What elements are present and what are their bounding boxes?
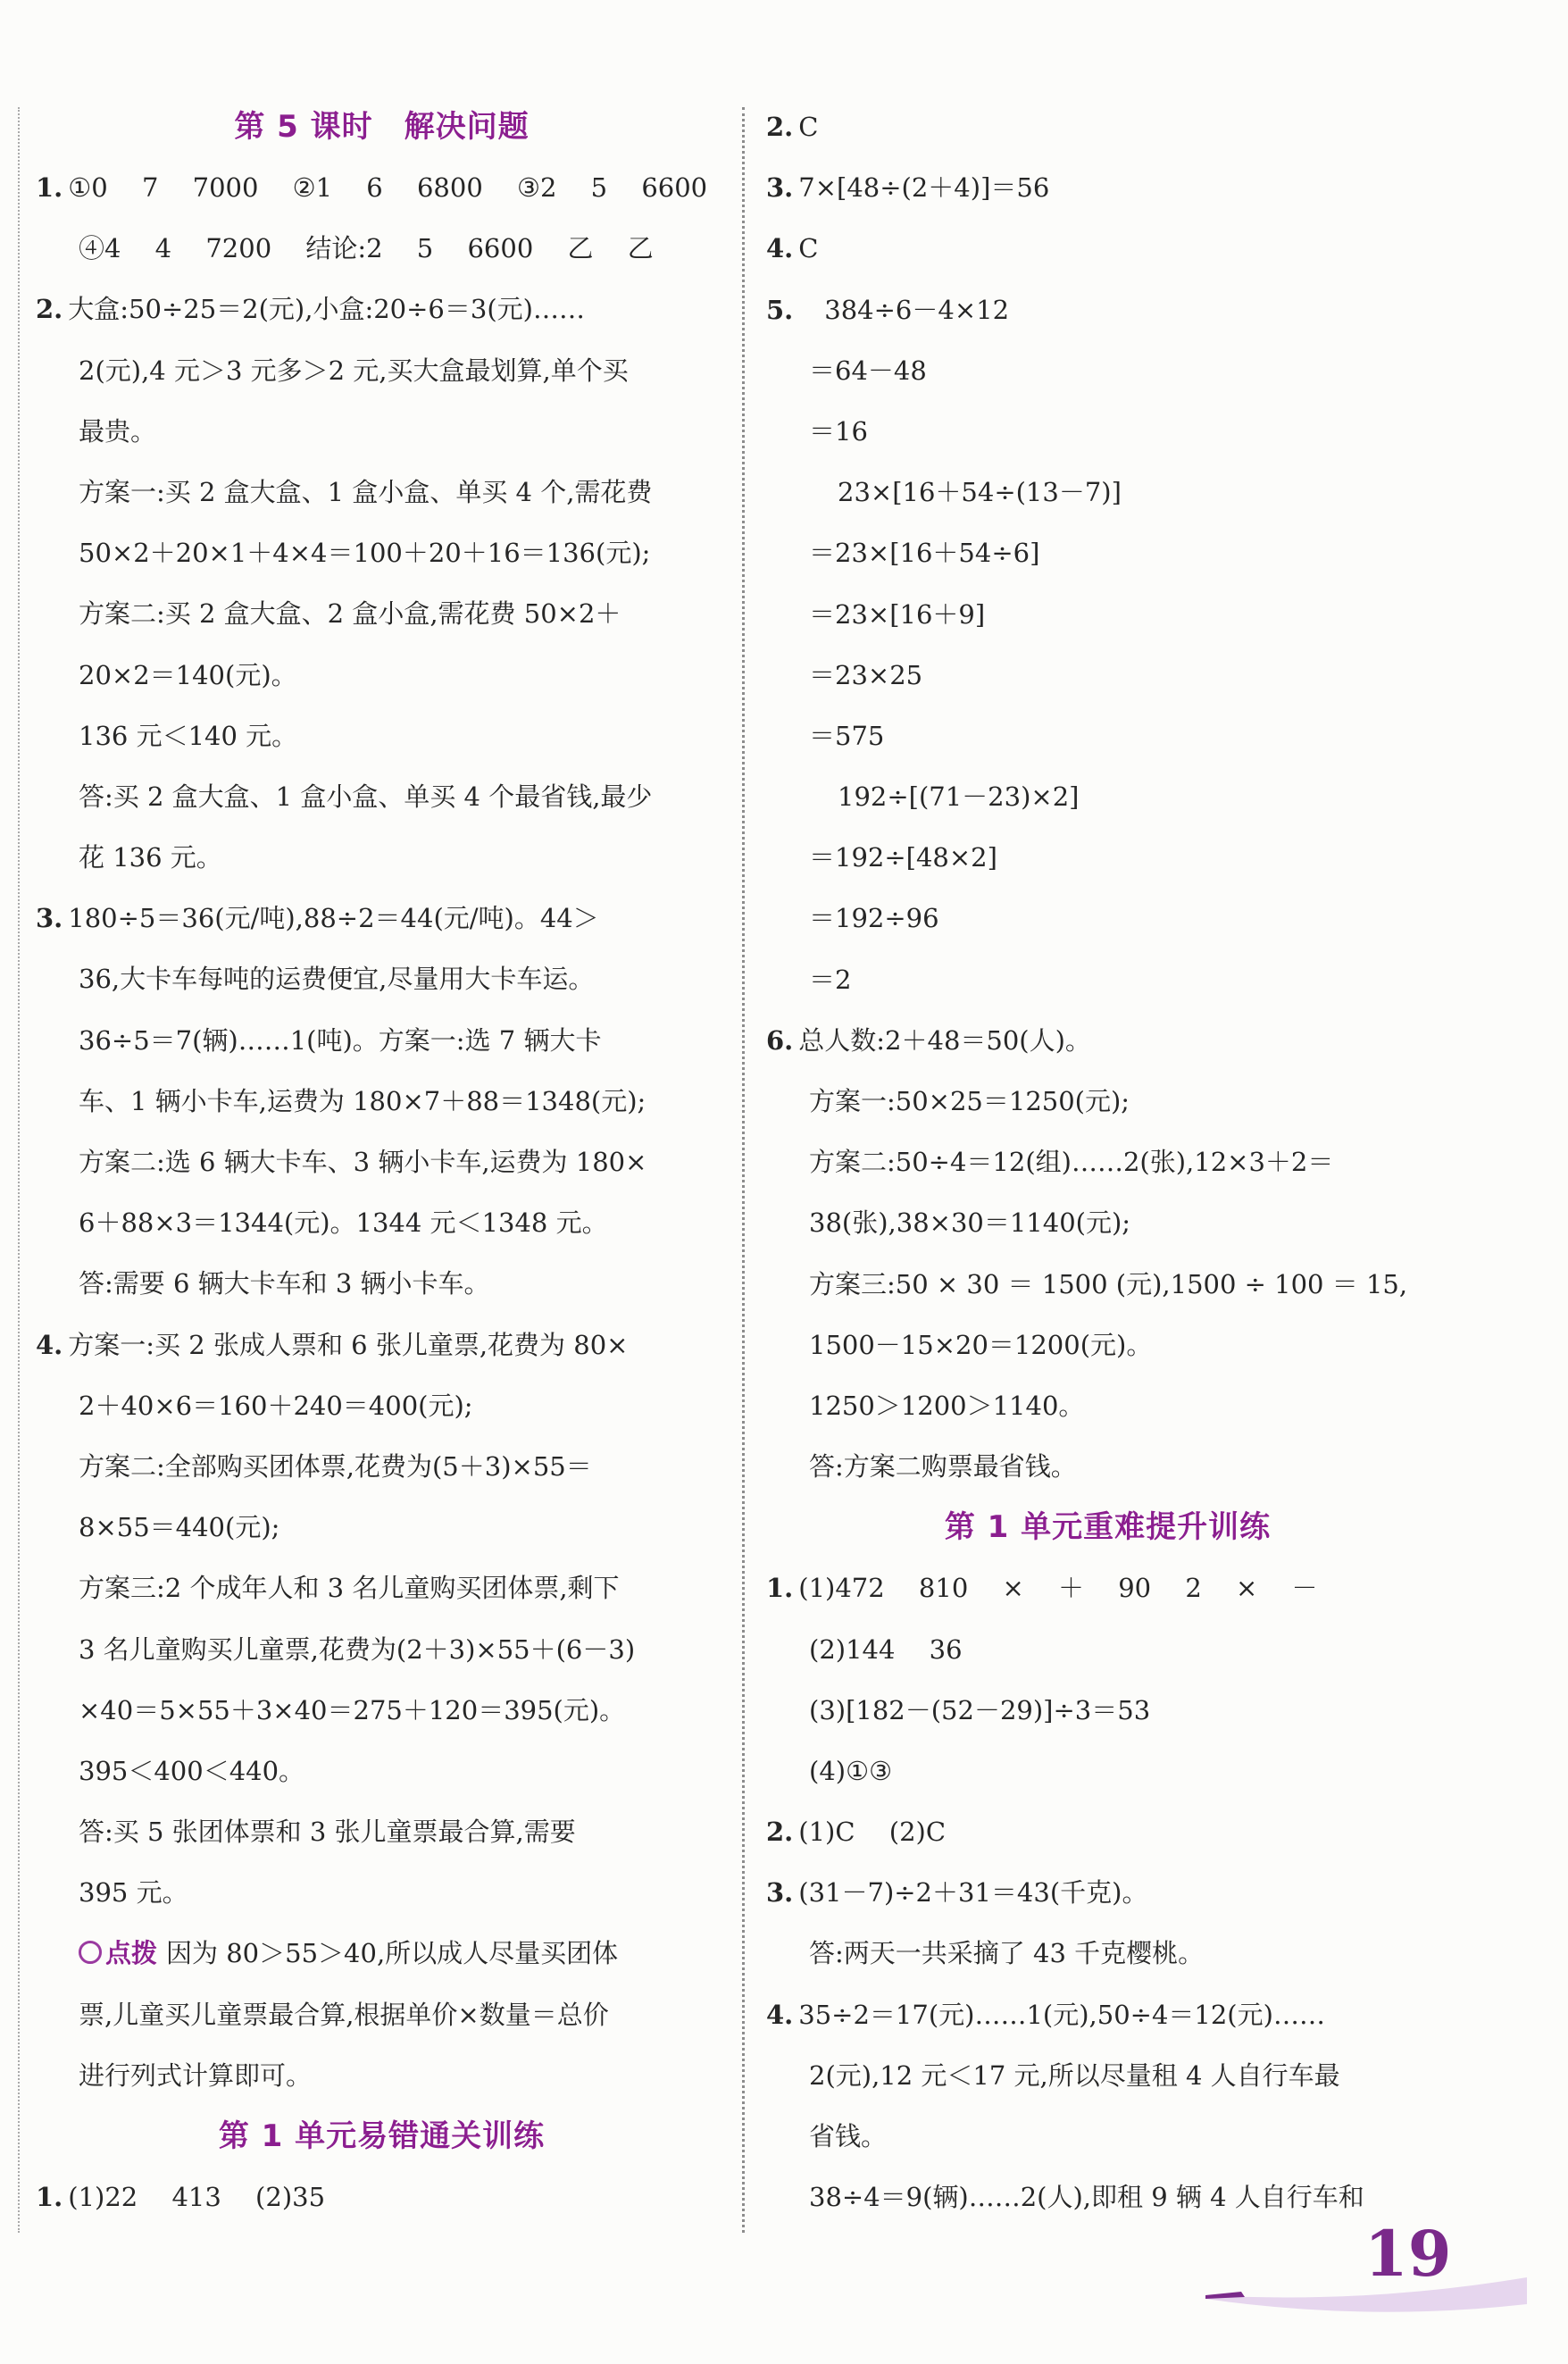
question-number: 3. xyxy=(766,1877,794,1909)
column-divider xyxy=(742,107,745,2233)
answer-text: 23×[16＋54÷(13－7)] xyxy=(838,477,1122,508)
answer-text: 答:方案二购票最省钱。 xyxy=(809,1451,1077,1483)
question-number: 6. xyxy=(766,1024,794,1056)
answer-line xyxy=(36,279,728,339)
answer-text: (4)①③ xyxy=(809,1755,893,1786)
answer-text: 395 元。 xyxy=(79,1877,188,1909)
answer-line xyxy=(766,584,1449,645)
answer-text: ＝192÷[48×2] xyxy=(809,842,997,873)
question-number: 5. xyxy=(766,294,794,325)
question-number: 1. xyxy=(766,1573,794,1604)
answer-line xyxy=(36,340,728,401)
question-number: 4. xyxy=(766,1999,794,2030)
answer-text: 答:买 2 盒大盒、1 盒小盒、单买 4 个最省钱,最少 xyxy=(79,781,653,812)
answer-line xyxy=(766,1071,1449,1132)
tip-block xyxy=(36,1923,728,2106)
answer-text: 方案一:买 2 盒大盒、1 盒小盒、单买 4 个,需花费 xyxy=(79,476,653,507)
answer-line xyxy=(766,949,1449,1010)
answer-text: 36,大卡车每吨的运费便宜,尽量用大卡车运。 xyxy=(79,964,595,995)
answer-line xyxy=(36,583,728,644)
answer-text: 1500－15×20＝1200(元)。 xyxy=(809,1329,1153,1360)
answer-line xyxy=(766,1254,1449,1315)
answer-line xyxy=(36,401,728,462)
answer-text: 方案一:50×25＝1250(元); xyxy=(809,1086,1130,1116)
answer-line xyxy=(766,1132,1449,1192)
answer-text: ×40＝5×55＋3×40＝275＋120＝395(元)。 xyxy=(79,1694,626,1725)
answer-line xyxy=(766,888,1449,948)
question-number: 3. xyxy=(766,172,794,204)
answer-text: ＝2 xyxy=(809,964,852,995)
answer-line xyxy=(766,1375,1449,1436)
answer-text: 8×55＝440(元); xyxy=(79,1512,280,1543)
answer-line xyxy=(36,2167,728,2227)
answer-text: 方案二:选 6 辆大卡车、3 辆小卡车,运费为 180× xyxy=(79,1147,647,1177)
answer-text: 38(张),38×30＝1140(元); xyxy=(809,1207,1131,1239)
answer-text: 2(元),4 元＞3 元多＞2 元,买大盒最划算,单个买 xyxy=(79,355,629,386)
answer-text: 1250＞1200＞1140。 xyxy=(809,1390,1085,1421)
answer-text: 大盒:50÷25＝2(元),小盒:20÷6＝3(元)…… xyxy=(68,294,585,325)
tip-line xyxy=(36,1923,728,1984)
answer-text: 方案三:50 × 30 ＝ 1500 (元),1500 ÷ 100 ＝ 15, xyxy=(809,1268,1408,1299)
right-column xyxy=(766,96,1449,2227)
answer-text: 192÷[(71－23)×2] xyxy=(838,781,1080,813)
tip-text: 进行列式计算即可。 xyxy=(79,2059,313,2091)
answer-text: 35÷2＝17(元)……1(元),50÷4＝12(元)…… xyxy=(798,1999,1325,2030)
answer-line xyxy=(766,340,1449,401)
answer-line xyxy=(766,706,1449,766)
answer-text: 答:需要 6 辆大卡车和 3 辆小卡车。 xyxy=(79,1268,490,1299)
answer-line xyxy=(36,462,728,522)
answer-line xyxy=(36,1680,728,1741)
right-answer-lines-a xyxy=(766,96,1449,1497)
section-title-error-training: 第 1 单元易错通关训练 xyxy=(218,2118,546,2154)
answer-line xyxy=(766,1558,1449,1618)
answer-text: 总人数:2＋48＝50(人)。 xyxy=(798,1024,1091,1056)
answer-line xyxy=(36,157,728,218)
question-number: 1. xyxy=(36,2182,63,2212)
question-number: 1. xyxy=(36,172,63,203)
answer-text: C xyxy=(798,233,819,264)
answer-line xyxy=(36,827,728,888)
answer-text: 20×2＝140(元)。 xyxy=(79,659,297,690)
answer-text: 38÷4＝9(辆)……2(人),即租 9 辆 4 人自行车和 xyxy=(809,2182,1364,2213)
answer-line xyxy=(36,1253,728,1314)
answer-text: 50×2＋20×1＋4×4＝100＋20＋16＝136(元); xyxy=(79,538,651,569)
answer-line xyxy=(766,766,1449,827)
answer-line xyxy=(36,1862,728,1923)
answer-line xyxy=(36,888,728,948)
answer-line xyxy=(36,1375,728,1436)
answer-text: 方案三:2 个成年人和 3 名儿童购买团体票,剩下 xyxy=(79,1573,620,1604)
question-number: 3. xyxy=(36,903,63,934)
answer-text: ＝16 xyxy=(809,415,868,447)
page-number: 19 xyxy=(1364,2217,1452,2291)
answer-text: 答:买 5 张团体票和 3 张儿童票最合算,需要 xyxy=(79,1817,576,1848)
answer-text: (3)[182－(52－29)]÷3＝53 xyxy=(809,1694,1151,1725)
tip-badge xyxy=(79,1923,157,1984)
answer-line xyxy=(36,706,728,766)
answer-line xyxy=(36,1436,728,1497)
answer-text: 方案二:50÷4＝12(组)……2(张),12×3＋2＝ xyxy=(809,1147,1334,1178)
answer-line xyxy=(36,218,728,279)
tip-circle-icon xyxy=(79,1941,102,1964)
question-number: 2. xyxy=(766,112,794,142)
answer-text: ①0 7 7000 ②1 6 6800 ③2 5 6600 xyxy=(68,172,708,203)
answer-text: 36÷5＝7(辆)……1(吨)。方案一:选 7 辆大卡 xyxy=(79,1024,602,1056)
answer-line xyxy=(766,522,1449,583)
answer-text: ＝192÷96 xyxy=(809,903,939,934)
tip-text: 票,儿童买儿童票最合算,根据单价×数量＝总价 xyxy=(79,1999,609,2030)
answer-line xyxy=(766,1315,1449,1375)
answer-line xyxy=(36,1801,728,1862)
answer-line xyxy=(766,1680,1449,1741)
answer-line xyxy=(36,948,728,1009)
tip-label: 点拨 xyxy=(105,1938,158,1969)
answer-text: ＝64－48 xyxy=(809,355,927,386)
answer-line xyxy=(766,2045,1449,2106)
answer-text: 方案二:全部购买团体票,花费为(5＋3)×55＝ xyxy=(79,1450,592,1482)
tip-text: 因为 80＞55＞40,所以成人尽量买团体 xyxy=(166,1938,619,1969)
answer-line xyxy=(766,1862,1449,1923)
tip-line xyxy=(36,1984,728,2045)
answer-text: C xyxy=(798,112,819,142)
answer-line xyxy=(36,1741,728,1801)
tip-line xyxy=(36,2045,728,2106)
answer-line xyxy=(766,1010,1449,1071)
answer-line xyxy=(36,1315,728,1375)
answer-text: 最贵。 xyxy=(79,415,157,447)
left-answer-lines xyxy=(36,157,728,1923)
answer-line xyxy=(36,1619,728,1680)
left-margin-rule xyxy=(18,107,20,2233)
answer-text: (31－7)÷2＋31＝43(千克)。 xyxy=(798,1877,1148,1909)
answer-text: ④4 4 7200 结论:2 5 6600 乙 乙 xyxy=(79,233,654,264)
answer-text: 395＜400＜440。 xyxy=(79,1755,305,1786)
answer-line xyxy=(766,1741,1449,1801)
answer-text: 7×[48÷(2＋4)]＝56 xyxy=(798,172,1050,204)
answer-text: ＝575 xyxy=(809,720,885,751)
answer-line xyxy=(766,157,1449,218)
answer-text: 方案二:买 2 盒大盒、2 盒小盒,需花费 50×2＋ xyxy=(79,598,621,630)
answer-line xyxy=(766,462,1449,522)
answer-line xyxy=(36,766,728,827)
answer-text: 方案一:买 2 张成人票和 6 张儿童票,花费为 80× xyxy=(68,1329,629,1360)
answer-line xyxy=(766,96,1449,157)
answer-line xyxy=(766,1436,1449,1497)
answer-line xyxy=(766,827,1449,888)
answer-text: 180÷5＝36(元/吨),88÷2＝44(元/吨)。44＞ xyxy=(68,903,599,934)
answer-text: ＝23×[16＋54÷6] xyxy=(809,538,1040,569)
answer-line xyxy=(36,1497,728,1558)
answer-text: 花 136 元。 xyxy=(79,842,222,873)
answer-text: 车、1 辆小卡车,运费为 180×7＋88＝1348(元); xyxy=(79,1085,646,1116)
right-answer-lines-b xyxy=(766,1558,1449,2227)
answer-text: 2＋40×6＝160＋240＝400(元); xyxy=(79,1390,473,1421)
answer-line xyxy=(766,1619,1449,1680)
answer-line xyxy=(766,1923,1449,1984)
answer-line xyxy=(766,645,1449,706)
answer-line xyxy=(36,1132,728,1192)
answer-text: ＝23×25 xyxy=(809,659,923,690)
answer-text: 答:两天一共采摘了 43 千克樱桃。 xyxy=(809,1938,1205,1969)
answer-line xyxy=(766,1801,1449,1862)
answer-line xyxy=(36,1558,728,1618)
answer-text: 136 元＜140 元。 xyxy=(79,720,298,751)
answer-line xyxy=(766,218,1449,279)
answer-line xyxy=(36,1192,728,1253)
question-number: 2. xyxy=(766,1817,794,1848)
left-column xyxy=(36,96,728,2227)
answer-text: (1)C (2)C xyxy=(798,1817,947,1848)
answer-text: 3 名儿童购买儿童票,花费为(2＋3)×55＋(6－3) xyxy=(79,1633,636,1665)
answer-line xyxy=(36,1071,728,1132)
answer-line xyxy=(766,1192,1449,1253)
answer-line xyxy=(36,522,728,583)
answer-text: 2(元),12 元＜17 元,所以尽量租 4 人自行车最 xyxy=(809,2059,1340,2091)
answer-text: (2)144 36 xyxy=(809,1633,963,1665)
answer-line xyxy=(36,1010,728,1071)
answer-text: 6＋88×3＝1344(元)。1344 元＜1348 元。 xyxy=(79,1207,608,1239)
answer-line xyxy=(766,2106,1449,2167)
answer-line xyxy=(766,401,1449,462)
section-title-lesson5: 第 5 课时 解决问题 xyxy=(234,109,530,145)
question-number: 4. xyxy=(766,233,794,264)
answer-line xyxy=(766,280,1449,340)
question-number: 2. xyxy=(36,294,63,325)
question-number: 4. xyxy=(36,1329,63,1360)
section-title-advanced-training: 第 1 单元重难提升训练 xyxy=(944,1509,1272,1546)
answer-text: (1)22 413 (2)35 xyxy=(68,2182,326,2212)
answer-text: 省钱。 xyxy=(809,2121,888,2151)
answer-line xyxy=(766,2167,1449,2227)
answer-text: (1)472 810 × ＋ 90 2 × － xyxy=(798,1573,1318,1604)
answer-line xyxy=(36,645,728,706)
answer-text: ＝23×[16＋9] xyxy=(809,598,986,630)
answer-text: 384÷6－4×12 xyxy=(798,294,1010,325)
answer-line xyxy=(766,1984,1449,2045)
